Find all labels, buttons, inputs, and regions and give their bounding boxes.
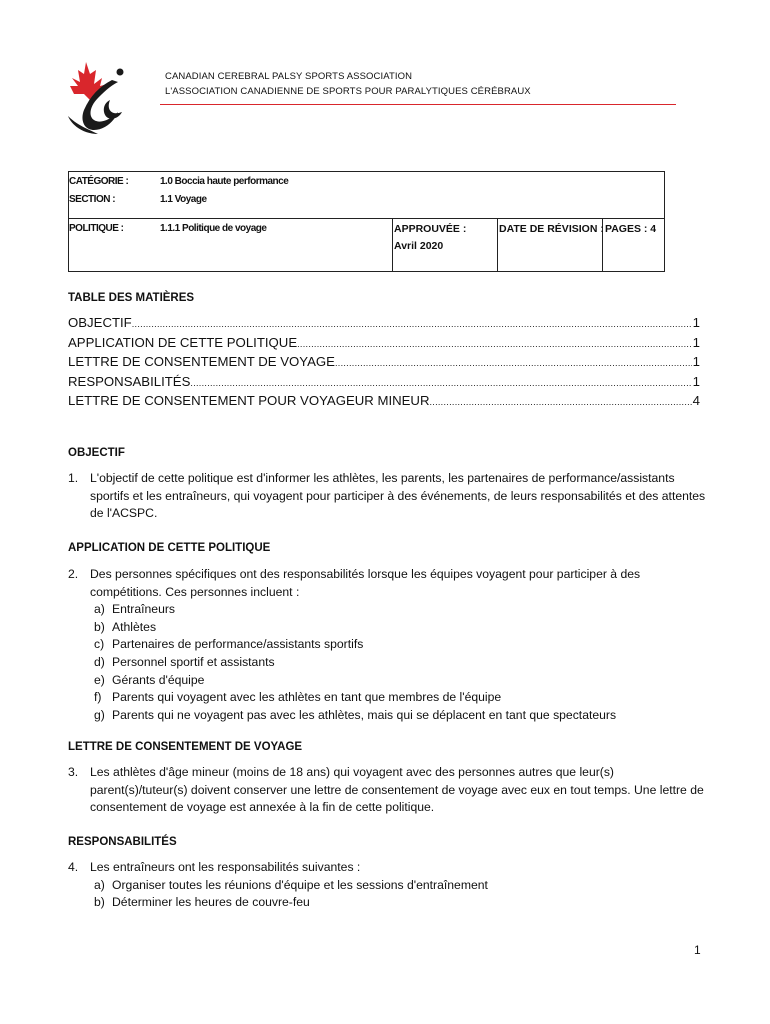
org-name-en: CANADIAN CEREBRAL PALSY SPORTS ASSOCIATION <box>165 71 413 82</box>
list-text: Organiser toutes les réunions d'équipe et les sessions d'entraînement <box>112 877 488 892</box>
toc-leader <box>429 392 691 412</box>
list-item <box>94 619 708 637</box>
pages-cell <box>603 219 665 272</box>
toc-leader <box>335 353 692 373</box>
toc-entry[interactable] <box>68 314 700 334</box>
paragraph-lettre <box>68 764 708 817</box>
list-letter: e) <box>94 672 105 687</box>
toc-leader <box>297 334 692 354</box>
list-letter: g) <box>94 707 105 722</box>
toc-entry-page: 1 <box>692 354 700 369</box>
toc-entry-page: 1 <box>692 334 700 350</box>
maple-leaf-icon <box>70 62 108 100</box>
section-heading-application: APPLICATION DE CETTE POLITIQUE <box>68 542 271 554</box>
approved-value: Avril 2020 <box>394 240 444 252</box>
list-text: Parents qui voyagent avec les athlètes en tant que membres de l'équipe <box>112 690 502 705</box>
list-text: Personnel sportif et assistants <box>112 654 275 669</box>
list-letter: a) <box>94 877 105 892</box>
toc-entry-label: LETTRE DE CONSENTEMENT DE VOYAGE <box>68 354 335 369</box>
policy-label: POLITIQUE : <box>69 223 124 234</box>
category-label: CATÉGORIE : <box>69 176 129 187</box>
paragraph-text: Les athlètes d'âge mineur (moins de 18 ans) qui voyagent avec des personnes autres que leur(s) parent(s)/tuteur(s) doivent conserver une lettre de consentement de voyage avec eux en tout temps. Une lettre de consentement de voyage est annexée à la fin de cette politique. <box>90 765 704 815</box>
paragraph-number: 2. <box>68 567 79 581</box>
policy-info-table <box>68 171 665 272</box>
list-letter: f) <box>94 690 102 705</box>
section-heading-responsabilites: RESPONSABILITÉS <box>68 836 177 848</box>
pages-label: PAGES : 4 <box>605 223 657 235</box>
approved-label: APPROUVÉE : <box>394 223 467 235</box>
list-item <box>94 601 708 619</box>
list-text: Parents qui ne voyagent pas avec les athlètes, mais qui se déplacent en tant que spectateurs <box>112 707 617 722</box>
toc-entry-page: 4 <box>692 393 700 408</box>
paragraph-text: Les entraîneurs ont les responsabilités suivantes : <box>90 860 361 874</box>
section-heading-objectif: OBJECTIF <box>68 447 125 459</box>
page-number: 1 <box>694 943 701 957</box>
toc-entry-label: RESPONSABILITÉS <box>68 373 191 389</box>
list-letter: c) <box>94 637 105 652</box>
org-name-fr: L'ASSOCIATION CANADIENNE DE SPORTS POUR PARALYTIQUES CÉRÉBRAUX <box>165 86 531 97</box>
table-of-contents <box>68 314 700 412</box>
toc-leader <box>132 314 692 334</box>
policy-value: 1.1.1 Politique de voyage <box>160 223 267 234</box>
toc-title: TABLE DES MATIÈRES <box>68 292 195 304</box>
section-label: SECTION : <box>69 194 116 205</box>
toc-entry-page: 1 <box>692 315 700 330</box>
paragraph-number: 3. <box>68 765 79 779</box>
toc-leader <box>190 373 691 393</box>
list-letter: d) <box>94 654 105 669</box>
list-letter: a) <box>94 602 105 617</box>
list-letter: b) <box>94 619 105 634</box>
toc-entry[interactable] <box>68 392 700 412</box>
approved-cell <box>393 219 498 272</box>
list-item <box>94 894 708 912</box>
list-text: Partenaires de performance/assistants sportifs <box>112 637 364 652</box>
list-item <box>94 689 708 707</box>
paragraph-number: 1. <box>68 471 79 485</box>
paragraph-text: L'objectif de cette politique est d'informer les athlètes, les parents, les partenaires de performance/assistants sportifs et les entraîneurs, qui voyagent pour participer à des événements, de leurs responsabilités et des attentes de l'ACSPC. <box>90 471 706 521</box>
ccpsa-logo <box>60 60 132 138</box>
list-text: Déterminer les heures de couvre-feu <box>112 895 310 910</box>
toc-entry[interactable] <box>68 353 700 373</box>
header-divider <box>160 104 676 105</box>
section-value: 1.1 Voyage <box>160 194 207 205</box>
paragraph-number: 4. <box>68 860 79 874</box>
list-text: Gérants d'équipe <box>112 672 205 687</box>
list-item <box>94 877 708 895</box>
toc-entry-page: 1 <box>692 373 700 389</box>
list-text: Entraîneurs <box>112 602 176 617</box>
toc-entry-label: OBJECTIF <box>68 315 132 330</box>
category-cell <box>69 172 665 219</box>
paragraph-responsabilites <box>68 859 708 912</box>
category-value: 1.0 Boccia haute performance <box>160 176 289 187</box>
list-item <box>94 672 708 690</box>
revision-cell <box>498 219 603 272</box>
toc-entry[interactable] <box>68 373 700 393</box>
section-heading-lettre: LETTRE DE CONSENTEMENT DE VOYAGE <box>68 741 303 753</box>
list-item <box>94 654 708 672</box>
list-letter: b) <box>94 895 105 910</box>
list-item <box>94 636 708 654</box>
list-item <box>94 707 708 725</box>
paragraph-application <box>68 566 708 724</box>
toc-entry-label: APPLICATION DE CETTE POLITIQUE <box>68 334 298 350</box>
paragraph-objectif <box>68 470 708 523</box>
toc-entry[interactable] <box>68 334 700 354</box>
paragraph-text: Des personnes spécifiques ont des responsabilités lorsque les équipes voyagent pour participer à des compétitions. Ces personnes incluent : <box>90 567 641 599</box>
list-text: Athlètes <box>112 619 157 634</box>
policy-cell <box>69 219 393 272</box>
toc-entry-label: LETTRE DE CONSENTEMENT POUR VOYAGEUR MINEUR <box>68 393 430 408</box>
revision-label: DATE DE RÉVISION : <box>499 223 604 235</box>
